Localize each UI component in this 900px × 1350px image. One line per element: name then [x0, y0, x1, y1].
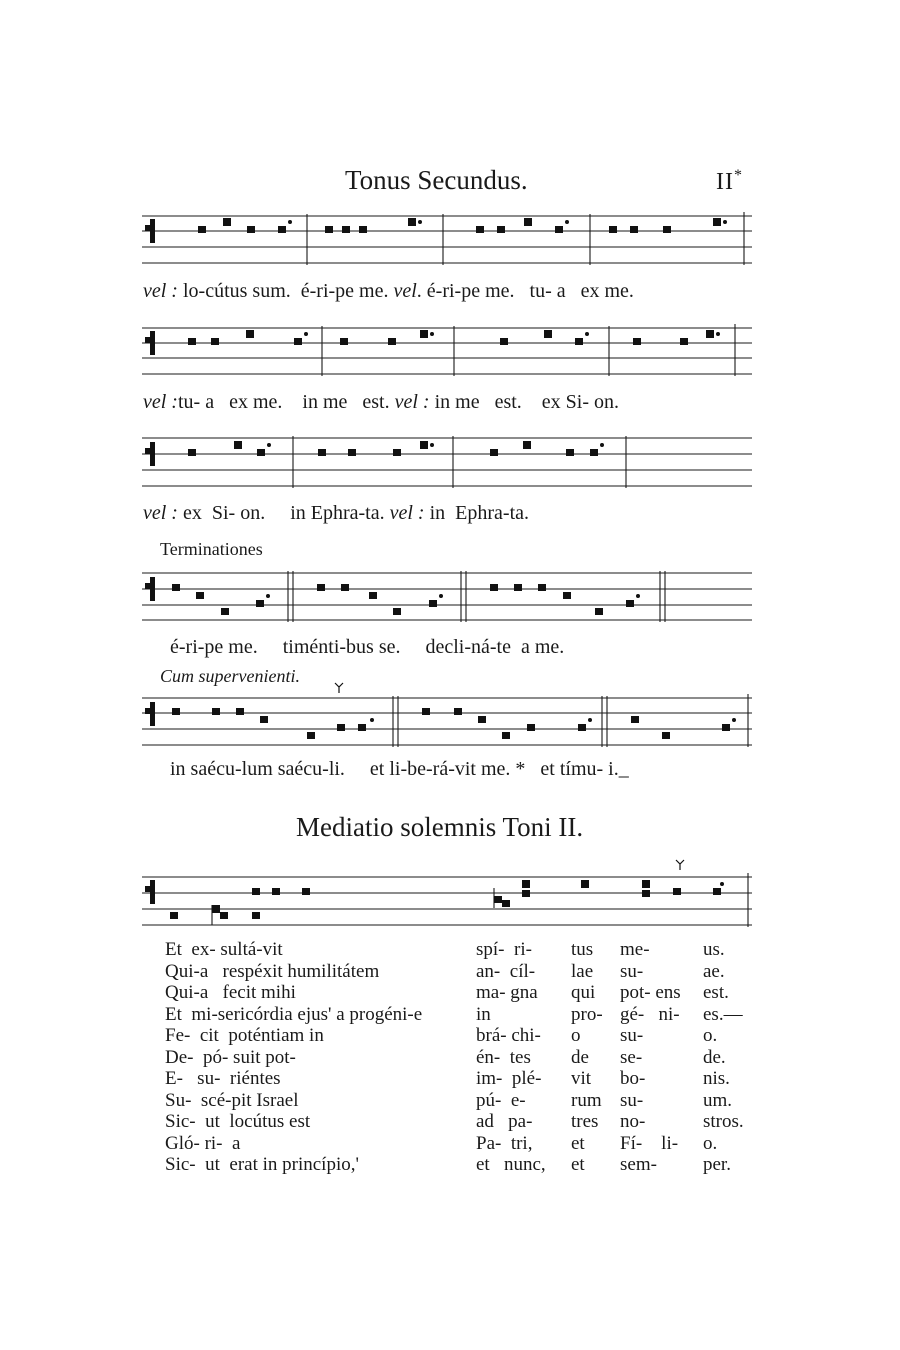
- verse-cell: E- su- riéntes: [165, 1068, 281, 1089]
- verse-cell: tres: [571, 1111, 599, 1132]
- lyric-text: lo-cútus sum. é-ri-pe me.: [177, 280, 394, 302]
- verse-cell: gé- ni-: [620, 1003, 680, 1025]
- verse-cell: et nunc,: [476, 1154, 546, 1175]
- verse-cell: Su- scé-pit Israel: [165, 1089, 299, 1111]
- verse-cell: Sic- ut locútus est: [165, 1111, 311, 1132]
- cum-supervenienti-label: Cum supervenienti.: [160, 666, 300, 686]
- verse-cell: pú- e-: [476, 1089, 526, 1111]
- verse-cell: brá- chi-: [476, 1025, 541, 1046]
- terminationes-label: Terminationes: [160, 539, 263, 559]
- verse-cell: ad pa-: [476, 1111, 533, 1132]
- verse-cell: o.: [703, 1025, 718, 1046]
- lyric-rubric: vel :: [143, 280, 178, 302]
- lyric-rubric: vel :: [143, 502, 178, 524]
- verse-cell: Fe- cit poténtiam in: [165, 1025, 324, 1046]
- verse-cell: Pa- tri,: [476, 1132, 533, 1154]
- lyric-rubric: vel :: [389, 502, 425, 524]
- verse-cell: et: [571, 1154, 585, 1175]
- verse-cell: o: [571, 1025, 581, 1046]
- verse-cell: de: [571, 1046, 589, 1068]
- verse-cell: rum: [571, 1089, 602, 1111]
- verse-cell: ae.: [703, 960, 725, 982]
- section-title: Mediatio solemnis Toni II.: [296, 812, 584, 842]
- verse-cell: su-: [620, 1025, 644, 1046]
- verse-cell: De- pó- suit pot-: [165, 1046, 296, 1068]
- verse-cell: me-: [620, 939, 650, 960]
- lyric-text: tu- a ex me. in me est.: [177, 391, 395, 413]
- verse-cell: nis.: [703, 1068, 730, 1089]
- page-number-value: II: [716, 169, 734, 195]
- verse-cell: stros.: [703, 1111, 744, 1132]
- verse-cell: Qui-a respéxit humilitátem: [165, 960, 380, 982]
- verse-cell: qui: [571, 982, 596, 1003]
- verse-cell: in: [476, 1003, 491, 1025]
- lyric-text: . é-ri-pe me. tu- a ex me.: [416, 280, 634, 302]
- verse-cell: Qui-a fecit mihi: [165, 982, 296, 1003]
- cum-lyrics: in saécu-lum saécu-li. et li-be-rá-vit me. * et tímu- i._: [170, 758, 629, 780]
- verse-cell: us.: [703, 939, 725, 960]
- lyric-rubric: vel :: [143, 391, 178, 413]
- verse-cell: sem-: [620, 1154, 657, 1175]
- verse-cell: pro-: [571, 1003, 603, 1025]
- verse-cell: Sic- ut erat in princípio,': [165, 1154, 359, 1175]
- verse-cell: et: [571, 1132, 585, 1154]
- verse-cell: bo-: [620, 1068, 646, 1089]
- verse-cell: Et mi-sericórdia ejus' a progéni-e: [165, 1003, 423, 1025]
- verse-cell: an- cíl-: [476, 960, 536, 982]
- lyric-text: in Ephra-ta.: [424, 502, 529, 524]
- lyric-rubric: vel :: [394, 391, 430, 413]
- verse-cell: o.: [703, 1132, 718, 1154]
- lyric-rubric: vel: [393, 280, 417, 302]
- verse-cell: per.: [703, 1154, 731, 1175]
- verse-cell: su-: [620, 1089, 644, 1111]
- verse-cell: Et ex- sultá-vit: [165, 939, 283, 960]
- verse-cell: no-: [620, 1111, 646, 1132]
- verse-cell: pot- ens: [620, 982, 681, 1003]
- lyric-text: in me est. ex Si- on.: [429, 391, 620, 413]
- verse-cell: vit: [571, 1068, 592, 1089]
- verse-cell: im- plé-: [476, 1068, 542, 1089]
- verse-cell: um.: [703, 1089, 733, 1111]
- verse-cell: Fí- li-: [620, 1132, 679, 1154]
- page-title: Tonus Secundus.: [345, 165, 528, 195]
- verse-cell: de.: [703, 1046, 726, 1068]
- terminationes-lyrics: é-ri-pe me. timénti-bus se. decli-ná-te a me.: [170, 636, 565, 658]
- lyric-text: ex Si- on. in Ephra-ta.: [177, 502, 390, 524]
- verse-cell: Gló- ri- a: [165, 1132, 241, 1154]
- verse-cell: tus: [571, 939, 594, 960]
- verse-cell: es.—: [703, 1003, 743, 1025]
- verse-cell: lae: [571, 960, 594, 982]
- verse-cell: su-: [620, 960, 644, 982]
- page-number-star: *: [733, 167, 743, 184]
- verse-cell: spí- ri-: [476, 939, 532, 960]
- verse-cell: én- tes: [476, 1046, 531, 1068]
- verse-cell: se-: [620, 1046, 643, 1068]
- verse-cell: est.: [703, 982, 729, 1003]
- verse-cell: ma- gna: [476, 982, 538, 1003]
